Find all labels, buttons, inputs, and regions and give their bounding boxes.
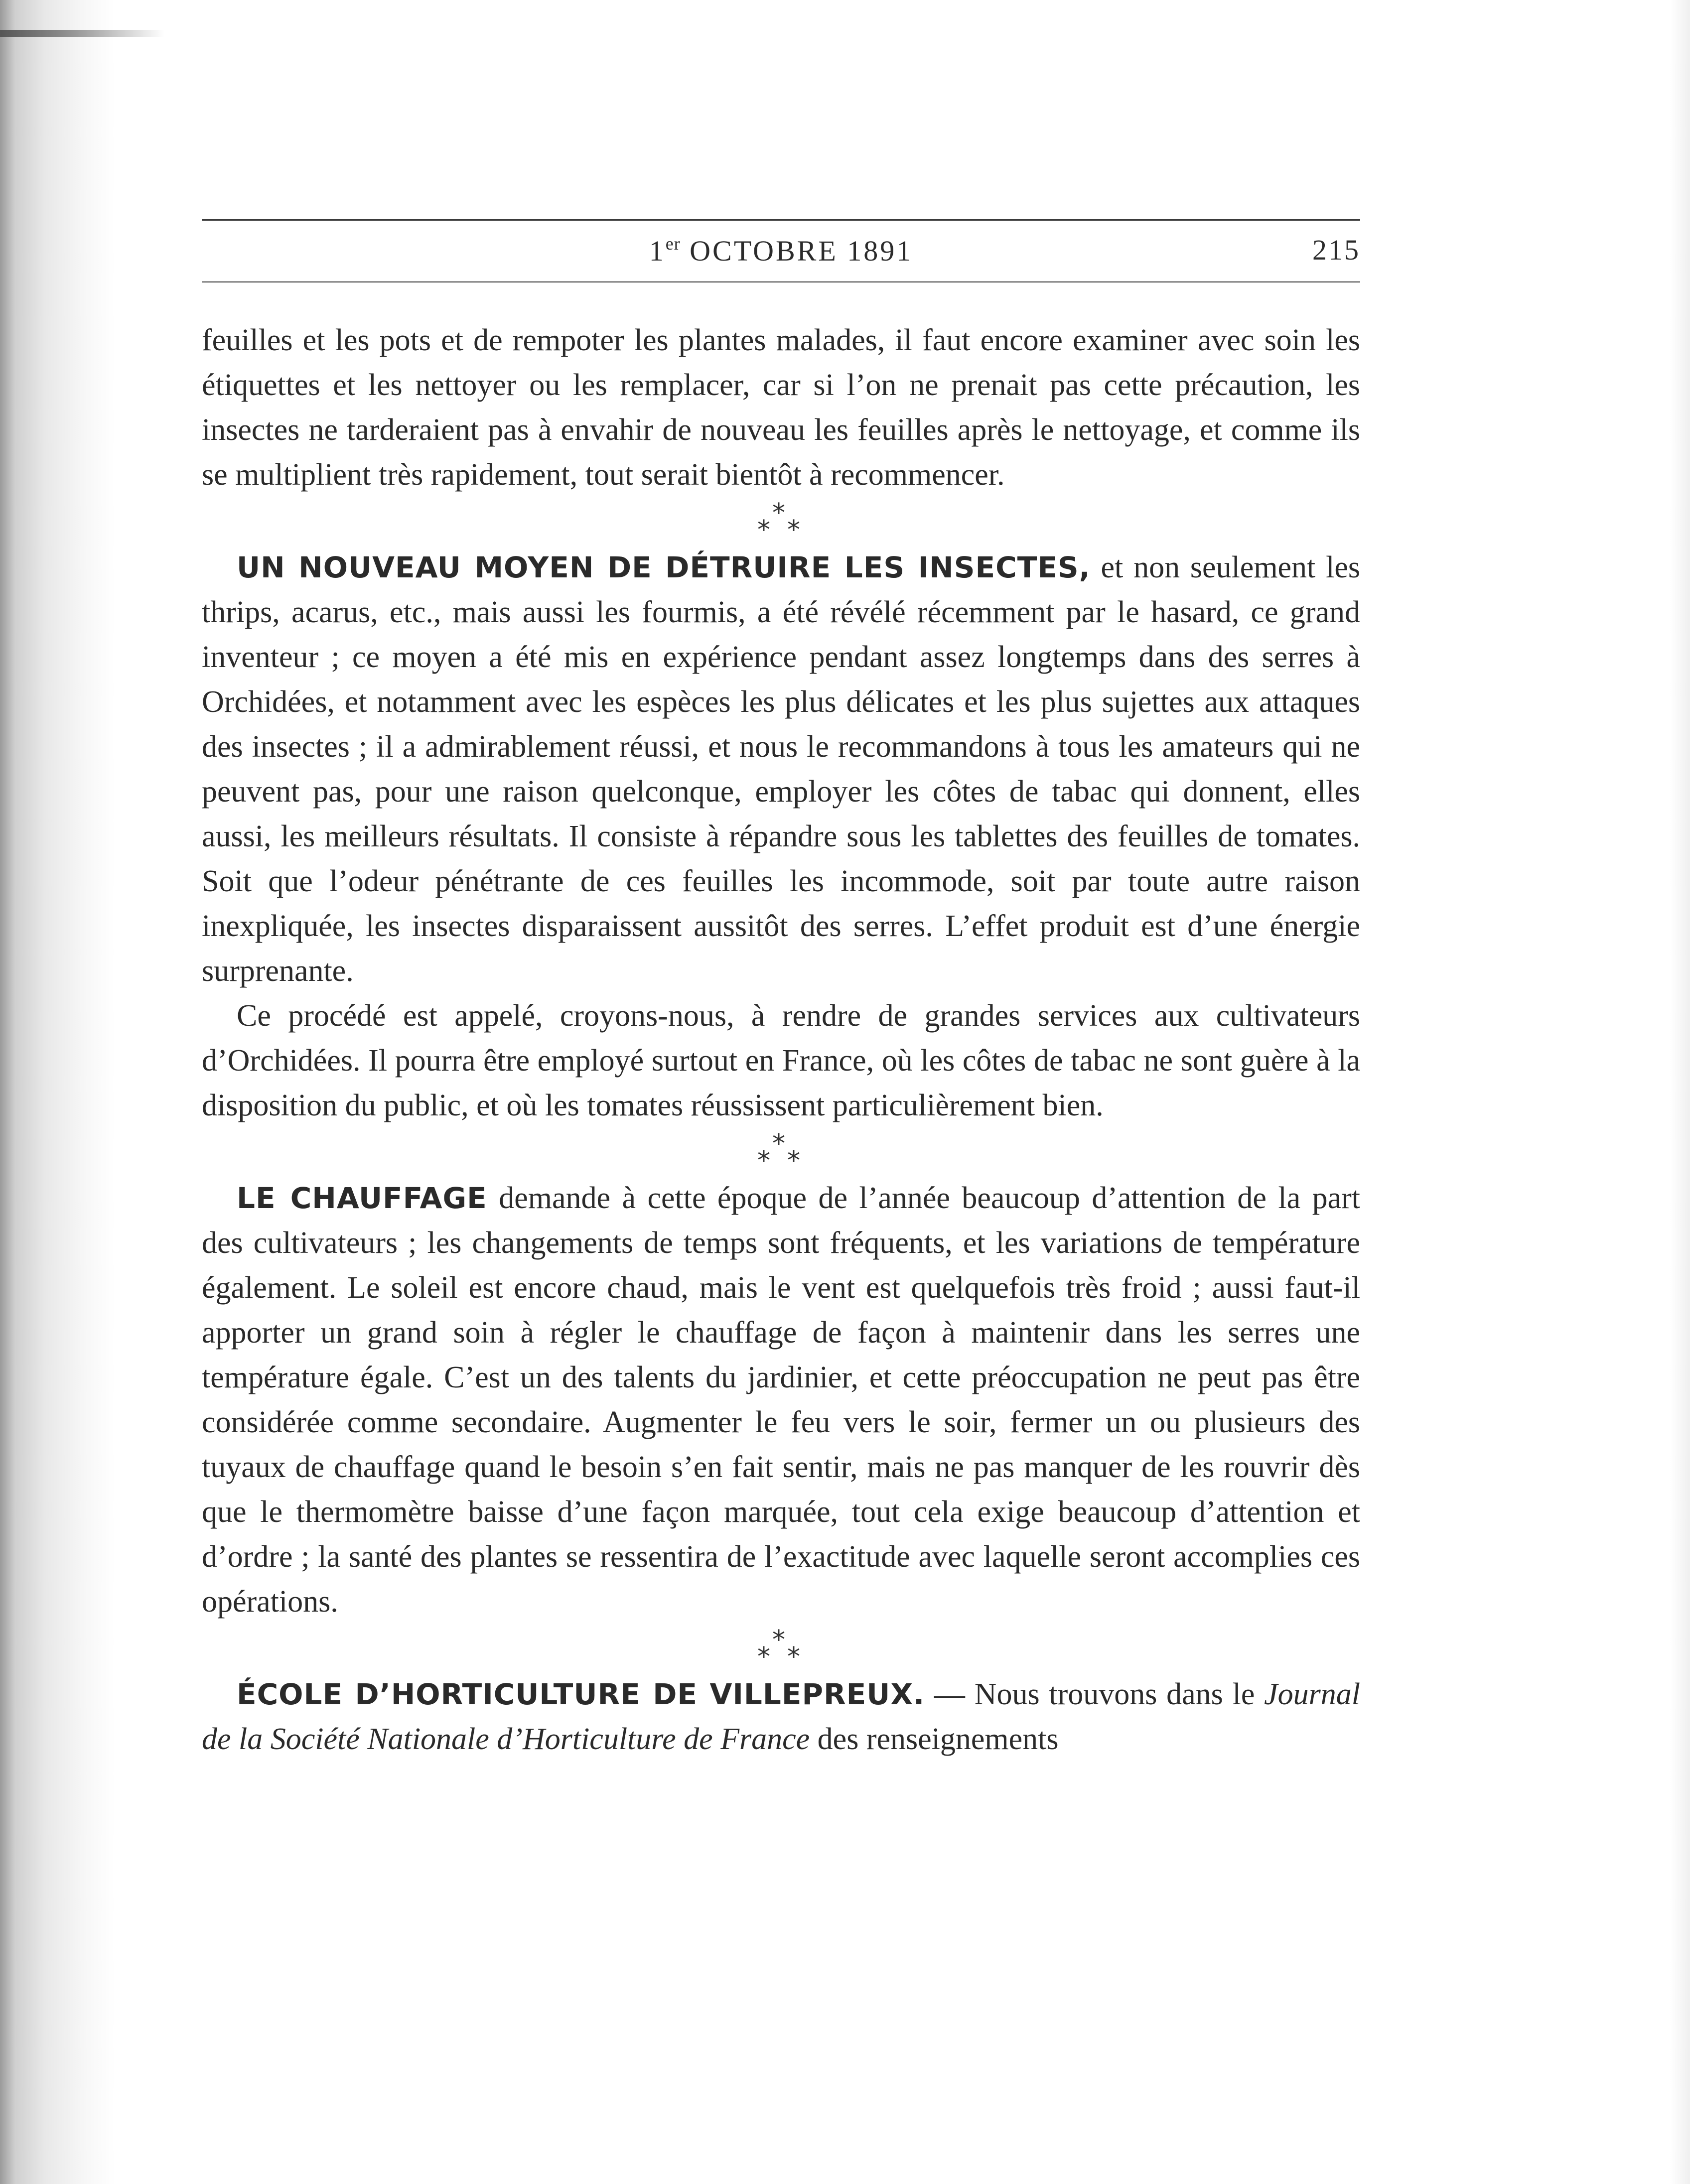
paragraph-insect-cleaning: feuilles et les pots et de rempoter les plantes malades, il faut encore examiner avec soin les étiquettes et les nettoyer ou les remplacer, car si l’on ne prenait pas cette précaution, les insectes ne tarderaient pas à envahir de nouveau les feuilles après le nettoyage, et comme ils se multiplient très rapidement, tout serait bientôt à recommencer. xyxy=(202,323,1360,492)
journal-title: Journal de la Société Nationale d’Horticulture de France xyxy=(202,1677,1360,1756)
paragraph-ecole-villepreux xyxy=(202,1672,1360,1762)
running-head-date xyxy=(202,233,1360,268)
asterism-star: * xyxy=(772,498,785,528)
asterism-star: * xyxy=(757,1146,770,1176)
paragraph-text: demande à cette époque de l’année beaucoup d’attention de la part des cultivateurs ; les changements de temps sont fréquents, et les variations de température également. Le soleil est encore chaud, mais le vent est quelquefois très froid ; aussi faut-il apporter un grand soin à régler le chauffage de façon à maintenir dans les serres une température égale. C’est un des talents du jardinier, et cette préoccupation ne peut pas être considérée comme secondaire. Augmenter le feu vers le soir, fermer un ou plusieurs des tuyaux de chauffage quand le besoin s’en fait sentir, mais ne pas manquer de les rouvrir dès que le thermomètre baisse d’une façon marquée, tout cela exige beaucoup d’attention et d’ordre ; la santé des plantes se ressentira de l’exactitude avec laquelle seront accomplies ces opérations. xyxy=(202,1181,1360,1619)
asterism-star: * xyxy=(787,1146,800,1176)
running-head xyxy=(202,233,1360,273)
asterism-3 xyxy=(202,1624,1360,1672)
scan-top-mark xyxy=(0,30,164,37)
asterism-2 xyxy=(202,1128,1360,1176)
section-heading-insectes: UN NOUVEAU MOYEN DE DÉTRUIRE LES INSECTES, xyxy=(237,550,1091,584)
asterism-star: * xyxy=(757,515,770,545)
scan-page-edge xyxy=(0,0,115,2184)
asterism-star: * xyxy=(787,515,800,545)
date-day: 1 xyxy=(649,235,666,267)
paragraph-chauffage xyxy=(202,1176,1360,1624)
header-rule-top xyxy=(202,219,1360,221)
paragraph-text: et non seulement les thrips, acarus, etc., mais aussi les fourmis, a été révélé récemment par le hasard, ce grand inventeur ; ce moyen a été mis en expérience pendant assez longtemps dans des serres à Orchidées, et notamment avec les espèces les plus délicates et les plus sujettes aux attaques des insectes ; il a admirablement réussi, et nous le recommandons à tous les amateurs qui ne peuvent pas, pour une raison quelconque, employer les côtes de tabac qui donnent, elles aussi, les meilleurs résultats. Il consiste à répandre sous les tablettes des feuilles de tomates. Soit que l’odeur pénétrante de ces feuilles les incommode, soit par toute autre raison inexpliquée, les insectes disparaissent aussitôt des serres. L’effet produit est d’une énergie surprenante. xyxy=(202,550,1360,988)
header-rule-bottom xyxy=(202,281,1360,282)
asterism-star: * xyxy=(787,1642,800,1672)
scan-right-shade xyxy=(1670,0,1690,2184)
page-number: 215 xyxy=(1312,234,1360,266)
date-month-year: OCTOBRE 1891 xyxy=(680,235,913,267)
section-heading-chauffage: LE CHAUFFAGE xyxy=(237,1181,487,1215)
asterism-star: * xyxy=(757,1642,770,1672)
date-day-suffix: er xyxy=(665,234,681,254)
paragraph-text: des renseignements xyxy=(810,1722,1059,1756)
asterism-star: * xyxy=(772,1625,785,1655)
body-text xyxy=(202,318,1360,1762)
paragraph-text: — Nous trouvons dans le xyxy=(925,1677,1265,1711)
paragraph-new-insect-remedy xyxy=(202,545,1360,993)
asterism-1 xyxy=(202,497,1360,545)
paragraph-procede: Ce procédé est appelé, croyons-nous, à rendre de grandes services aux cultivateurs d’Orchidées. Il pourra être employé surtout en France, où les côtes de tabac ne sont guère à la disposition du public, et où les tomates réussissent particulièrement bien. xyxy=(202,999,1360,1122)
asterism-star: * xyxy=(772,1129,785,1159)
section-heading-ecole: ÉCOLE D’HORTICULTURE DE VILLEPREUX. xyxy=(237,1677,925,1711)
